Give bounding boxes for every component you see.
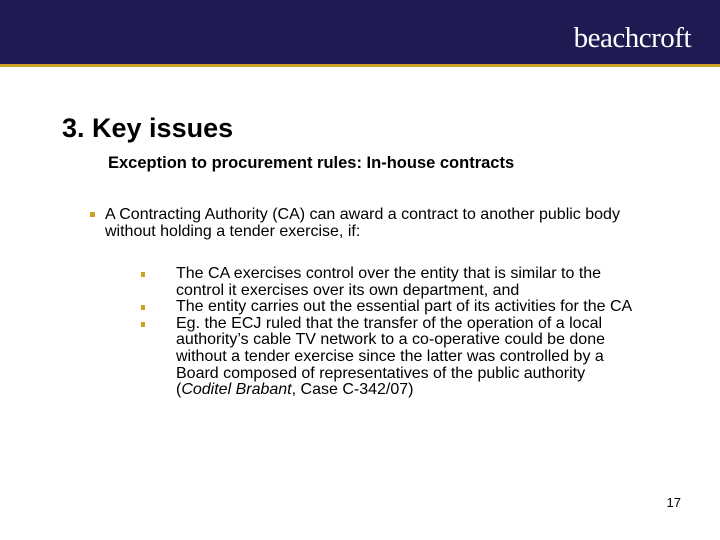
sub-bullet-text — [176, 315, 605, 398]
beachcroft-logo: beachcroft — [573, 22, 691, 54]
sub-bullet-text-before: Eg. the ECJ ruled that the transfer of the operation of a local authority’s cable TV network to a co-operative could be done without a tender exercise since the latter was controlled by a Board composed of representatives of the public authority ( — [176, 314, 605, 399]
header-divider — [0, 64, 720, 67]
sub-bullet-text: The entity carries out the essential part of its activities for the CA — [176, 298, 633, 316]
square-bullet-icon — [141, 305, 145, 310]
main-bullet-item — [90, 206, 630, 240]
square-bullet-icon — [141, 272, 145, 277]
sub-bullet-text: The CA exercises control over the entity that is similar to the control it exercises over its own department, and — [176, 265, 602, 299]
square-bullet-icon — [141, 322, 145, 327]
sub-bullet-list — [141, 266, 641, 399]
header-bar — [0, 0, 720, 64]
sub-bullet-item — [141, 266, 641, 299]
sub-bullet-item — [141, 316, 641, 399]
sub-bullet-item — [141, 299, 641, 316]
case-name: Coditel Brabant — [181, 381, 292, 399]
slide-title: 3. Key issues — [62, 113, 234, 143]
main-bullet-text: A Contracting Authority (CA) can award a contract to another public body without holding a tender exercise, if: — [105, 206, 620, 240]
sub-bullet-text-after: , Case C-342/07) — [291, 381, 414, 399]
square-bullet-icon — [90, 212, 95, 217]
page-number: 17 — [666, 495, 681, 510]
slide-subtitle: Exception to procurement rules: In-house contracts — [108, 154, 515, 172]
